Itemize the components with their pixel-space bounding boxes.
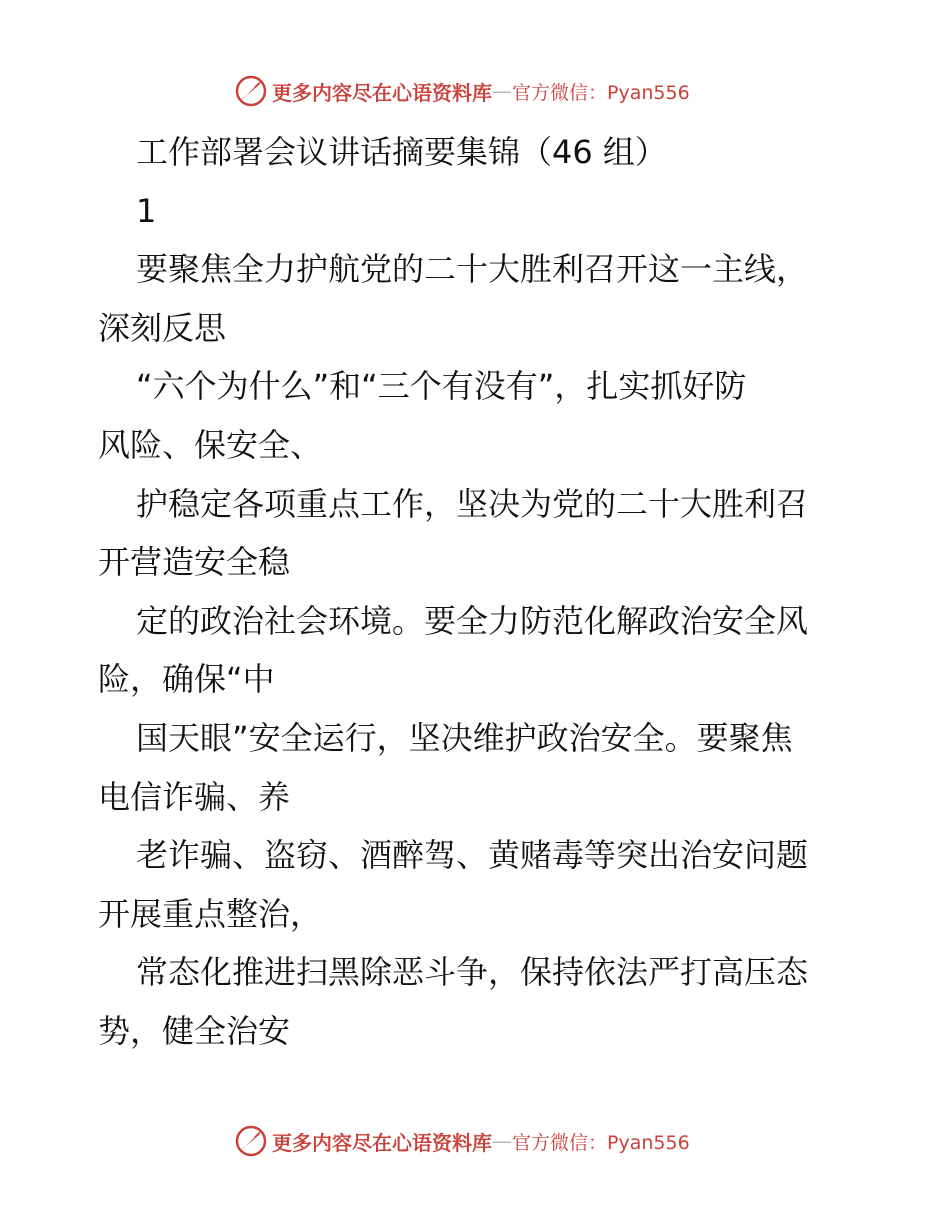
watermark-brand: 更多内容尽在心语资料库 bbox=[272, 1130, 492, 1155]
watermark-header bbox=[234, 74, 690, 108]
watermark-wechat: 官方微信：Pyan556 bbox=[512, 81, 690, 104]
text-line: 险，确保“中 bbox=[98, 660, 275, 699]
quill-logo-icon bbox=[234, 74, 268, 108]
text-line: 要聚焦全力护航党的二十大胜利召开这一主线， bbox=[136, 250, 809, 289]
text-line: 老诈骗、盗窃、酒醉驾、黄赌毒等突出治安问题 bbox=[136, 836, 809, 875]
watermark-brand: 更多内容尽在心语资料库 bbox=[272, 80, 492, 105]
watermark-footer bbox=[234, 1124, 690, 1158]
section-number: 1 bbox=[136, 191, 157, 230]
text-line: 定的政治社会环境。要全力防范化解政治安全风 bbox=[136, 601, 809, 640]
text-line: “六个为什么”和“三个有没有”，扎实抓好防 bbox=[136, 367, 747, 406]
text-line: 开展重点整治， bbox=[98, 894, 323, 933]
quill-logo-icon bbox=[234, 1124, 268, 1158]
text-line: 势，健全治安 bbox=[98, 1011, 291, 1050]
text-line: 深刻反思 bbox=[98, 308, 227, 347]
document-title: 工作部署会议讲话摘要集锦（46 组） bbox=[136, 133, 667, 171]
text-line: 常态化推进扫黑除恶斗争，保持依法严打高压态 bbox=[136, 953, 809, 992]
document-body bbox=[98, 123, 853, 1061]
watermark-separator: — bbox=[492, 79, 512, 103]
text-line: 国天眼”安全运行，坚决维护政治安全。要聚焦 bbox=[136, 718, 793, 757]
text-line: 风险、保安全、 bbox=[98, 425, 323, 464]
text-line: 电信诈骗、养 bbox=[98, 777, 291, 816]
watermark-wechat: 官方微信：Pyan556 bbox=[512, 1131, 690, 1154]
text-line: 开营造安全稳 bbox=[98, 543, 291, 582]
watermark-separator: — bbox=[492, 1129, 512, 1153]
text-line: 护稳定各项重点工作，坚决为党的二十大胜利召 bbox=[136, 484, 809, 523]
